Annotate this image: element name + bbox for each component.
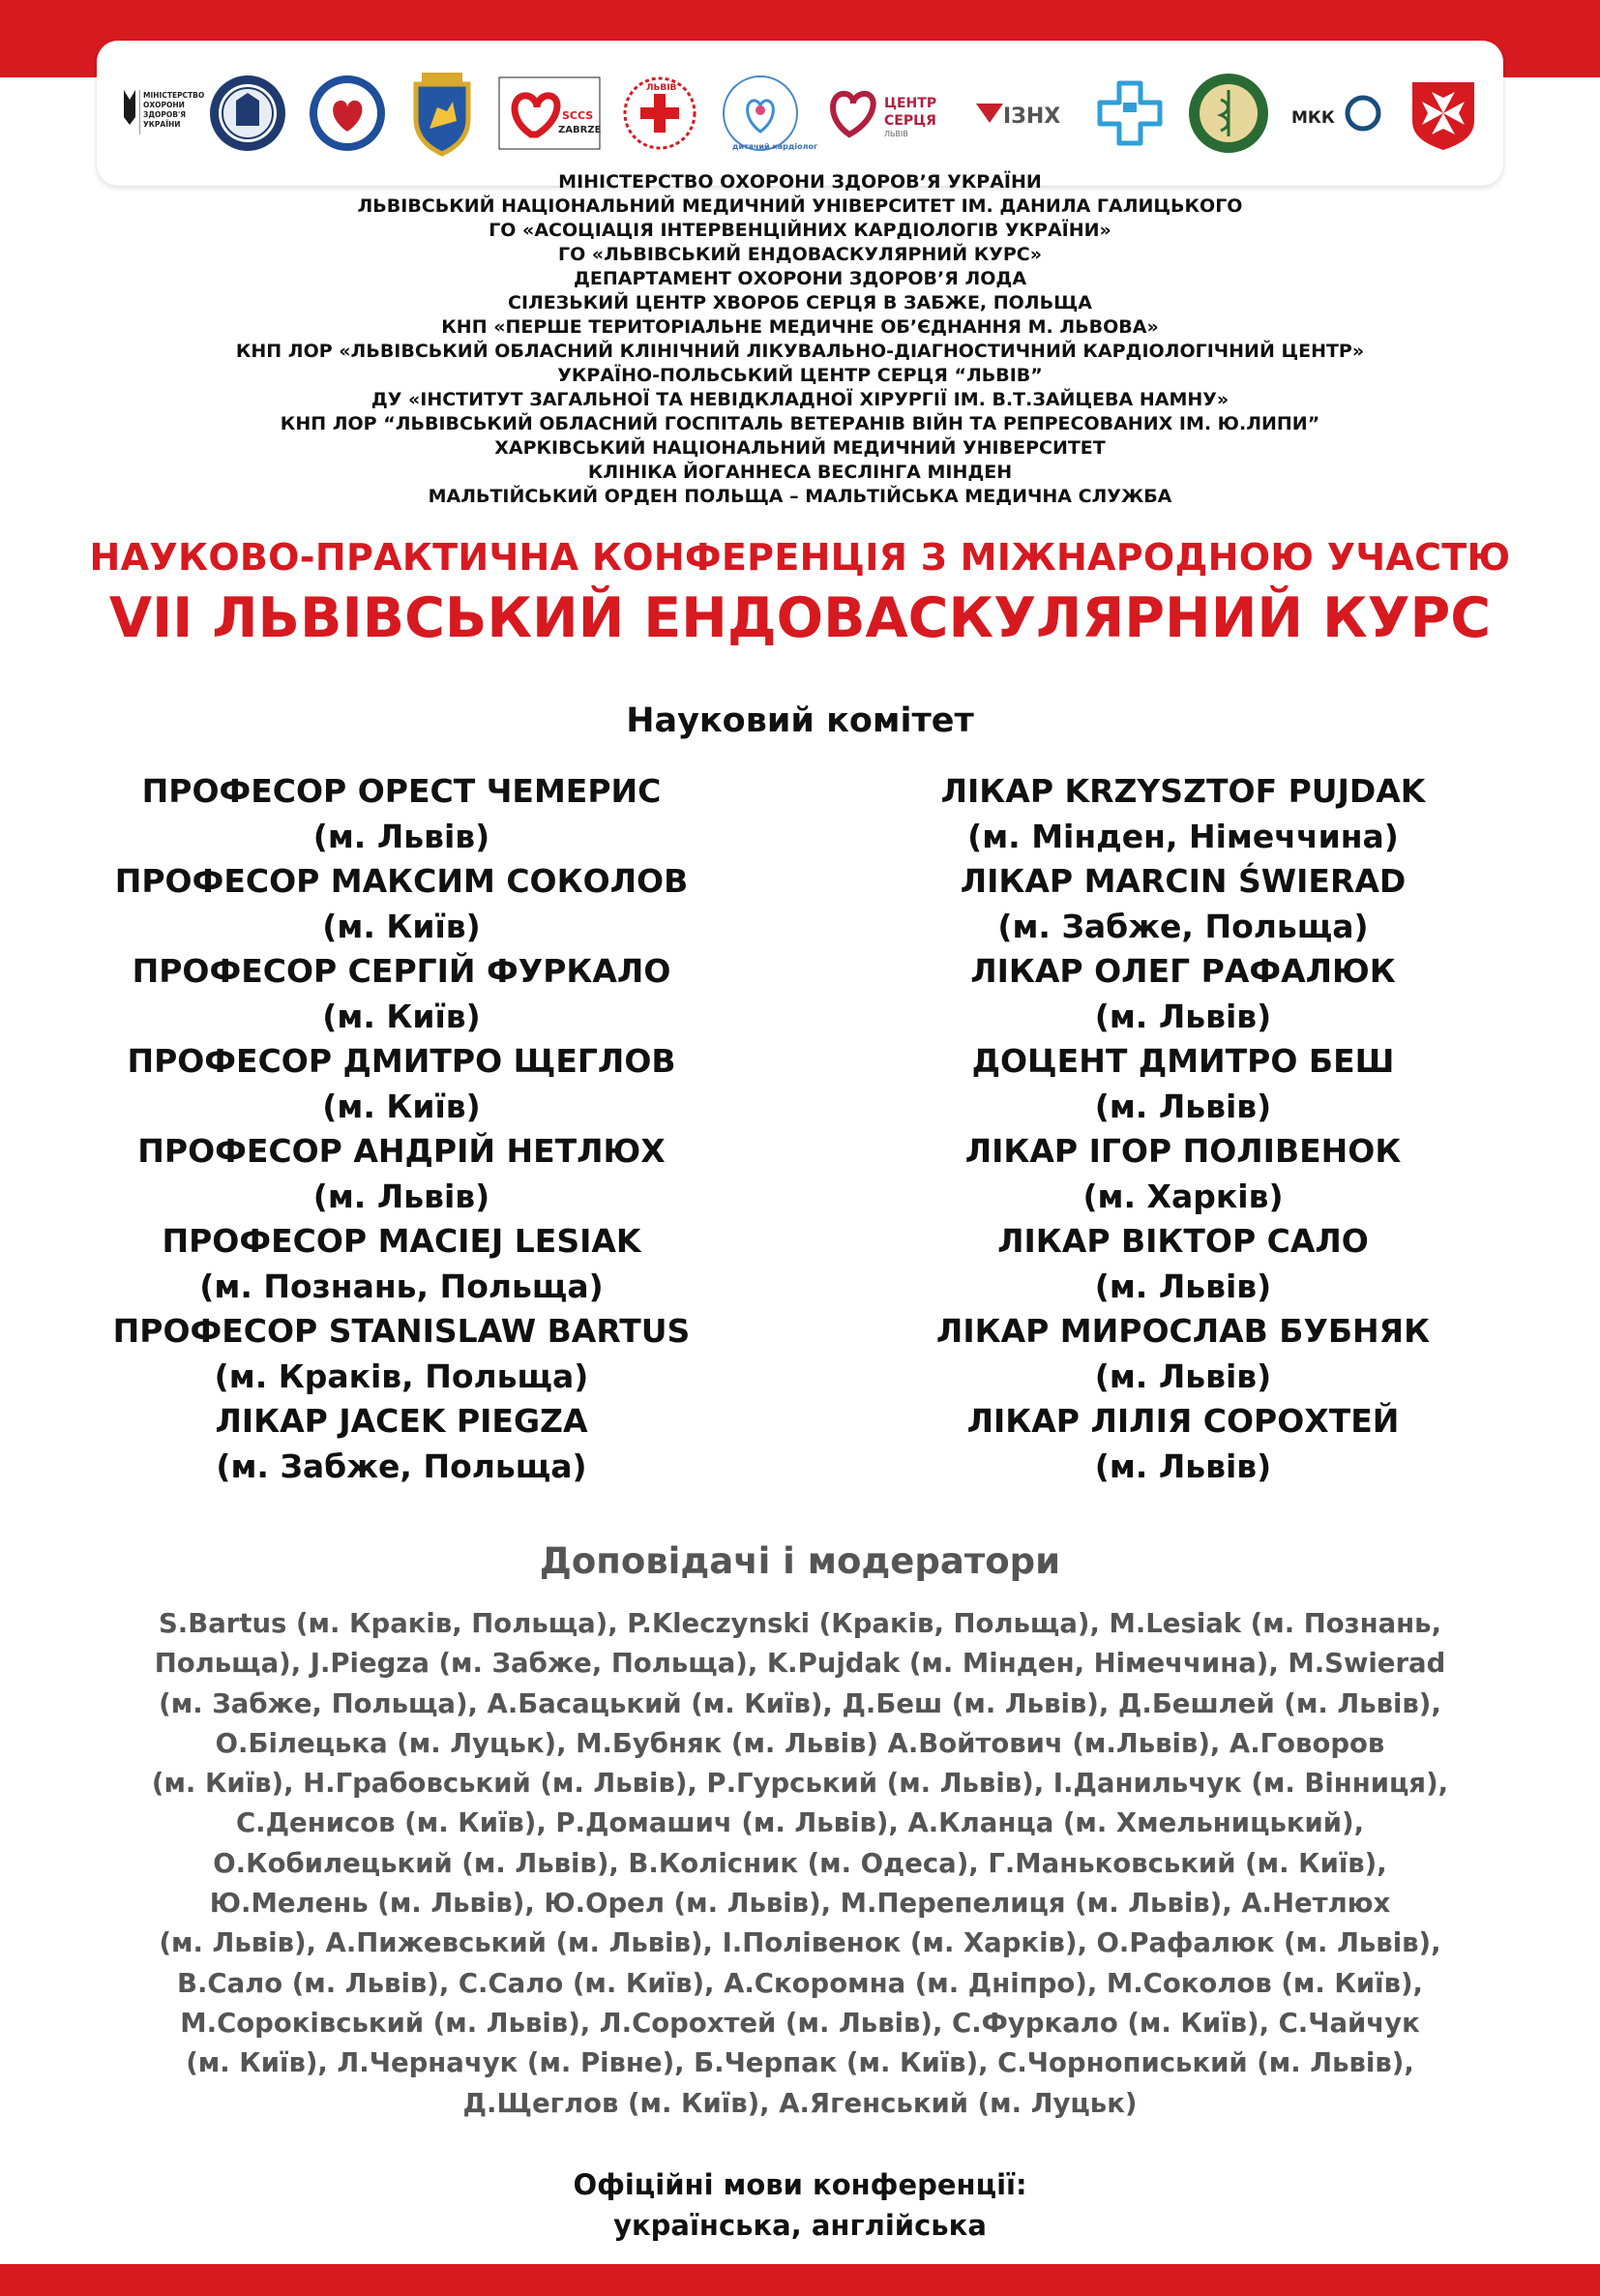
member-city: (м. Київ) [322,907,481,945]
committee-member [34,1129,769,1219]
member-name: ПРОФЕСОР АНДРІЙ НЕТЛЮХ [137,1132,666,1170]
member-name: ЛІКАР KRZYSZTOF PUJDAK [940,772,1426,810]
svg-text:ЗДОРОВ'Я: ЗДОРОВ'Я [143,110,187,119]
committee-member [34,1039,769,1129]
member-name: ПРОФЕСОР СЕРГІЙ ФУРКАЛО [132,952,671,990]
svg-text:ZABRZE: ZABRZE [558,125,602,135]
committee-member [34,1219,769,1309]
member-name: ЛІКАР MARCIN ŚWIERAD [960,862,1407,900]
member-name: ЛІКАР ВІКТОР САЛО [997,1222,1369,1260]
speakers-line: Д.Щеглов (м. Київ), А.Ягенський (м. Луцьк) [462,2087,1138,2119]
speakers-line: (м. Київ), Л.Черначук (м. Рівне), Б.Черпак (м. Київ), С.Чорнописький (м. Львів), [186,2047,1414,2079]
member-city: (м. Львів) [1094,1446,1272,1485]
organizer-line: ХАРКІВСЬКИЙ НАЦІОНАЛЬНИЙ МЕДИЧНИЙ УНІВЕРСИТЕТ [494,437,1106,459]
university-seal-logo [208,60,287,166]
committee-member [815,1039,1551,1129]
medical-cross-logo [1094,60,1166,166]
member-city: (м. Познань, Польща) [199,1267,604,1305]
member-city: (м. Харків) [1082,1177,1284,1215]
speakers-line: О.Білецька (м. Луцьк), М.Бубняк (м. Львів) А.Войтович (м.Львів), А.Говоров [215,1727,1385,1759]
svg-text:МІНІСТЕРСТВО: МІНІСТЕРСТВО [143,91,205,100]
member-name: ПРОФЕСОР МАКСИМ СОКОЛОВ [114,862,689,900]
organizer-line: ГО «АСОЦІАЦІЯ ІНТЕРВЕНЦІЙНИХ КАРДІОЛОГІВ УКРАЇНИ» [489,220,1111,241]
speakers-line: (м. Київ), Н.Грабовський (м. Львів), Р.Гурський (м. Львів), І.Данильчук (м. Вінниця), [151,1768,1449,1800]
organizer-line: МІНІСТЕРСТВО ОХОРОНИ ЗДОРОВ’Я УКРАЇНИ [558,171,1042,193]
organizer-line: ДЕПАРТАМЕНТ ОХОРОНИ ЗДОРОВ’Я ЛОДА [573,268,1027,289]
pediatric-cardiology-logo [719,60,818,166]
svg-text:ЛЬВІВ: ЛЬВІВ [646,83,677,93]
kharkiv-university-logo [1186,60,1271,166]
lviv-clinic-logo [621,60,698,166]
committee-member [34,859,769,949]
committee-member [34,1399,769,1489]
member-city: (м. Київ) [322,997,481,1035]
speakers-line: Ю.Мелень (м. Львів), Ю.Орел (м. Львів), М.Перепелиця (м. Львів), А.Нетлюх [209,1888,1391,1920]
svg-text:ОХОРОНИ: ОХОРОНИ [143,101,185,109]
mkk-logo [1291,60,1384,166]
committee-member [815,1399,1551,1489]
committee-member [815,949,1551,1039]
member-city: (м. Львів) [1094,1357,1272,1395]
speakers-line: S.Bartus (м. Краків, Польща), P.Kleczynski (Краків, Польща), M.Lesiak (м. Познань, [158,1608,1442,1639]
organizer-line: КЛІНІКА ЙОГАННЕСА ВЕСЛІНГА МІНДЕН [587,462,1013,483]
member-name: ЛІКАР JACEK PIEGZA [215,1402,588,1440]
partner-logos-strip [97,41,1503,186]
organizer-line: КНП ЛОР «ЛЬВІВСЬКИЙ ОБЛАСНИЙ КЛІНІЧНИЙ ЛІКУВАЛЬНО-ДІАГНОСТИЧНИЙ КАРДІОЛОГІЧНИЙ ЦЕНТР» [235,341,1365,362]
svg-text:ЦЕНТР: ЦЕНТР [883,96,936,111]
committee-member [815,859,1551,949]
languages-value: українська, англійська [613,2209,987,2242]
member-name: ПРОФЕСОР ДМИТРО ЩЕГЛОВ [127,1042,676,1080]
svg-text:СЕРЦЯ: СЕРЦЯ [883,113,936,129]
speakers-line: (м. Львів), А.Пижевський (м. Львів), І.Полівенок (м. Харків), О.Рафалюк (м. Львів), [159,1927,1441,1959]
heart-center-logo [822,60,954,166]
committee-member [815,1309,1551,1399]
maltese-cross-logo [1405,60,1482,166]
member-city: (м. Мінден, Німеччина) [967,817,1399,855]
member-city: (м. Краків, Польща) [214,1357,589,1395]
heart-association-logo [308,60,387,166]
committee-member [815,769,1551,859]
sccs-zabrze-logo [498,60,601,166]
member-name: ЛІКАР ЛІЛІЯ СОРОХТЕЙ [966,1402,1400,1440]
committee-member [815,1129,1551,1219]
organizer-line: СІЛЕЗЬКИЙ ЦЕНТР ХВОРОБ СЕРЦЯ В ЗАБЖЕ, ПОЛЬЩА [508,292,1092,313]
svg-text:дитячий кардіолог: дитячий кардіолог [731,142,818,151]
committee-member [34,1309,769,1399]
speakers-heading: Доповідачі і модератори [539,1540,1061,1582]
committee-member [34,949,769,1039]
bottom-red-bar [0,2264,1600,2296]
organizer-line: КНП ЛОР “ЛЬВІВСЬКИЙ ОБЛАСНИЙ ГОСПІТАЛЬ ВЕТЕРАНІВ ВІЙН ТА РЕПРЕСОВАНИХ ІМ. Ю.ЛИПИ” [280,413,1320,434]
languages-heading: Офіційні мови конференції: [573,2168,1027,2201]
member-name: ЛІКАР ІГОР ПОЛІВЕНОК [964,1132,1402,1170]
committee-member [34,769,769,859]
member-name: ПРОФЕСОР ОРЕСТ ЧЕМЕРИС [141,772,662,810]
speakers-list [0,1604,1600,2124]
committee-member [815,1219,1551,1309]
committee-heading: Науковий комітет [626,701,974,740]
svg-text:ІЗНХ: ІЗНХ [1002,104,1060,129]
svg-text:ЛЬВІВ: ЛЬВІВ [883,130,908,138]
member-name: ПРОФЕСОР STANISLAW BARTUS [112,1312,691,1350]
member-city: (м. Львів) [312,1177,490,1215]
member-city: (м. Львів) [1094,997,1272,1035]
member-city: (м. Львів) [1094,1267,1272,1305]
organizers-list [0,170,1600,509]
member-name: ЛІКАР ОЛЕГ РАФАЛЮК [970,952,1396,990]
organizer-line: ЛЬВІВСЬКИЙ НАЦІОНАЛЬНИЙ МЕДИЧНИЙ УНІВЕРСИТЕТ ІМ. ДАНИЛА ГАЛИЦЬКОГО [357,195,1243,217]
member-city: (м. Львів) [1094,1087,1272,1125]
conference-subtitle: НАУКОВО-ПРАКТИЧНА КОНФЕРЕНЦІЯ З МІЖНАРОДНОЮ УЧАСТЮ [89,536,1511,579]
lviv-coat-of-arms-logo [406,60,478,166]
member-name: ДОЦЕНТ ДМИТРО БЕШ [971,1042,1395,1080]
organizer-line: МАЛЬТІЙСЬКИЙ ОРДЕН ПОЛЬЩА – МАЛЬТІЙСЬКА МЕДИЧНА СЛУЖБА [428,486,1172,507]
member-city: (м. Забже, Польща) [997,907,1369,945]
member-name: ПРОФЕСОР MACIEJ LESIAK [162,1222,641,1260]
conference-title: VII ЛЬВІВСЬКИЙ ЕНДОВАСКУЛЯРНИЙ КУРС [108,586,1492,650]
svg-text:SCCS: SCCS [562,109,594,122]
organizer-line: ДУ «ІНСТИТУТ ЗАГАЛЬНОЇ ТА НЕВІДКЛАДНОЇ ХІРУРГІЇ ІМ. В.Т.ЗАЙЦЕВА НАМНУ» [370,389,1230,410]
member-city: (м. Забже, Польща) [216,1446,587,1485]
speakers-line: В.Сало (м. Львів), С.Сало (м. Київ), А.Скоромна (м. Дніпро), М.Соколов (м. Київ), [176,1967,1423,1999]
speakers-line: М.Сороківський (м. Львів), Л.Сорохтей (м. Львів), С.Фуркало (м. Київ), С.Чайчук [180,2007,1420,2039]
member-city: (м. Львів) [312,817,490,855]
committee-left-column [34,769,769,1489]
speakers-line: (м. Забже, Польща), А.Басацький (м. Київ), Д.Беш (м. Львів), Д.Бешлей (м. Львів), [159,1687,1441,1719]
speakers-line: О.Кобилецький (м. Львів), В.Колісник (м. Одеса), Г.Маньковський (м. Київ), [213,1847,1387,1879]
speakers-line: Польща), J.Piegza (м. Забже, Польща), K.Pujdak (м. Мінден, Німеччина), M.Swierad [154,1648,1446,1680]
member-name: ЛІКАР МИРОСЛАВ БУБНЯК [935,1312,1431,1350]
member-city: (м. Київ) [322,1087,481,1125]
iznh-logo [974,60,1075,166]
svg-text:МКК: МКК [1291,108,1335,128]
organizer-line: УКРАЇНО-ПОЛЬСЬКИЙ ЦЕНТР СЕРЦЯ “ЛЬВІВ” [557,365,1043,386]
speakers-line: С.Денисов (м. Київ), Р.Домашич (м. Львів), А.Кланца (м. Хмельницький), [235,1807,1365,1839]
committee-right-column [815,769,1551,1489]
svg-text:УКРАЇНИ: УКРАЇНИ [143,120,181,129]
organizer-line: ГО «ЛЬВІВСЬКИЙ ЕНДОВАСКУЛЯРНИЙ КУРС» [557,244,1043,265]
ministry-trident-logo [118,60,205,166]
organizer-line: КНП «ПЕРШЕ ТЕРИТОРІАЛЬНЕ МЕДИЧНЕ ОБ’ЄДНАННЯ М. ЛЬВОВА» [441,316,1159,338]
